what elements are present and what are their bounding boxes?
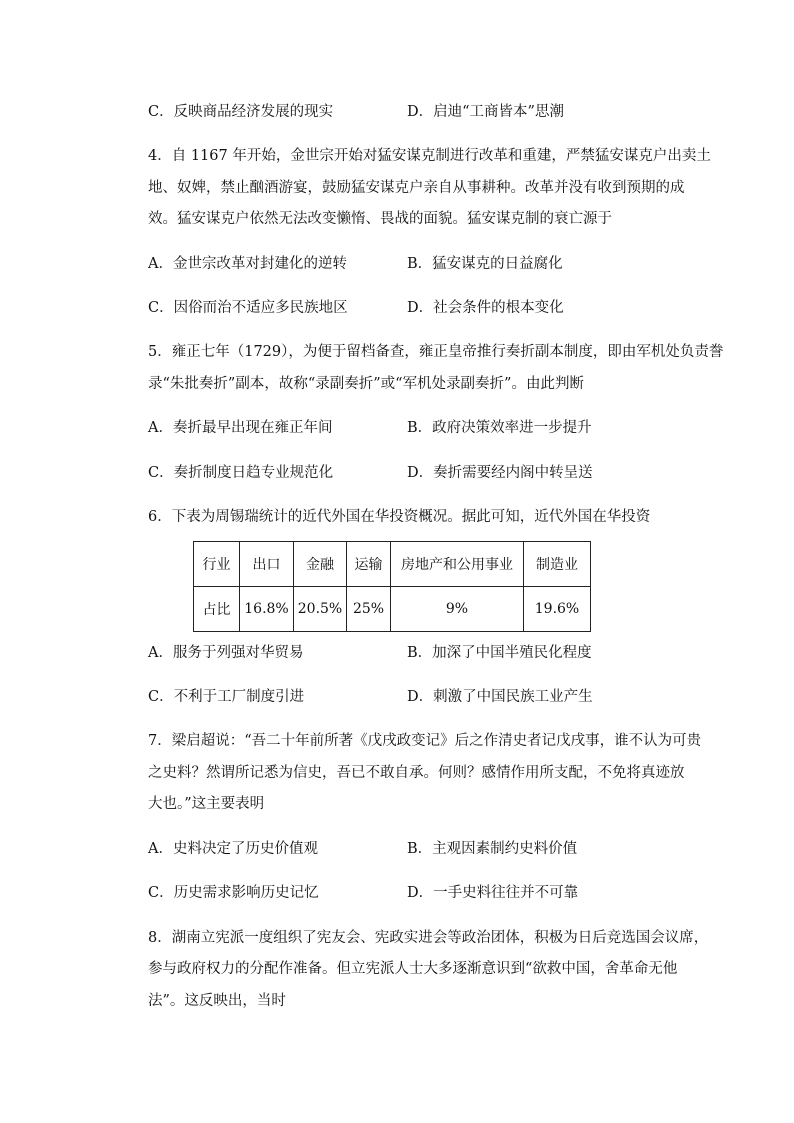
table-header-cell: 出口 (240, 542, 294, 587)
table-header-row (194, 542, 591, 587)
q5-option-b: B．政府决策效率进一步提升 (407, 420, 592, 436)
table-cell: 9% (391, 587, 524, 632)
table-cell: 16.8% (240, 587, 294, 632)
q7-stem-line-3: 大也。”这主要表明 (148, 796, 265, 812)
q7-option-d: D．一手史料往往并不可靠 (407, 885, 579, 901)
q6-option-a: A．服务于列强对华贸易 (148, 645, 304, 661)
q5-stem-line-2: 录“朱批奏折”副本，故称“录副奏折”或“军机处录副奏折”。由此判断 (148, 376, 584, 392)
q3-option-c: C．反映商品经济发展的现实 (148, 104, 334, 120)
q7-option-b: B．主观因素制约史料价值 (407, 841, 578, 857)
q4-option-d: D．社会条件的根本变化 (407, 300, 564, 316)
table-row (194, 587, 591, 632)
table-header-cell: 行业 (194, 542, 240, 587)
table-cell: 占比 (194, 587, 240, 632)
q3-option-d: D．启迪“工商皆本”思潮 (407, 104, 564, 120)
table-header-cell: 制造业 (524, 542, 591, 587)
table-header-cell: 房地产和公用事业 (391, 542, 524, 587)
q7-stem-line-1: 7．梁启超说：“吾二十年前所著《戊戌政变记》后之作清史者记戊戌事，谁不认为可贵 (148, 733, 702, 749)
q6-option-d: D．刺激了中国民族工业产生 (407, 689, 593, 705)
table-cell: 19.6% (524, 587, 591, 632)
q4-stem-line-3: 效。猛安谋克户依然无法改变懒惰、畏战的面貌。猛安谋克制的衰亡源于 (148, 211, 612, 227)
q7-option-a: A．史料决定了历史价值观 (148, 841, 318, 857)
q5-stem-line-1: 5．雍正七年（1729），为便于留档备查，雍正皇帝推行奏折副本制度，即由军机处负责誊 (148, 344, 724, 360)
q6-option-b: B．加深了中国半殖民化程度 (407, 645, 592, 661)
q4-option-c: C．因俗而治不适应多民族地区 (148, 300, 348, 316)
q4-option-a: A．金世宗改革对封建化的逆转 (148, 256, 347, 272)
table-cell: 20.5% (294, 587, 347, 632)
q8-stem-line-1: 8．湖南立宪派一度组织了宪友会、宪政实进会等政治团体，积极为日后竞选国会议席， (148, 930, 709, 946)
q7-stem-line-2: 之史料？然谓所记悉为信史，吾已不敢自承。何则？感情作用所支配，不免将真迹放 (148, 765, 685, 781)
q6-option-c: C．不利于工厂制度引进 (148, 689, 305, 705)
q5-option-c: C．奏折制度日趋专业规范化 (148, 465, 334, 481)
table-header-cell: 金融 (294, 542, 347, 587)
q7-option-c: C．历史需求影响历史记忆 (148, 885, 319, 901)
q4-stem-line-2: 地、奴婢，禁止酗酒游宴，鼓励猛安谋克户亲自从事耕种。改革并没有收到预期的成 (148, 180, 685, 196)
q8-stem-line-2: 参与政府权力的分配作准备。但立宪派人士大多逐渐意识到“欲救中国，舍革命无他 (148, 961, 678, 977)
q4-stem-line-1: 4．自 1167 年开始，金世宗开始对猛安谋克制进行改革和重建，严禁猛安谋克户出卖土 (148, 148, 711, 164)
q4-option-b: B．猛安谋克的日益腐化 (407, 256, 563, 272)
q5-option-a: A．奏折最早出现在雍正年间 (148, 420, 333, 436)
table-header-cell: 运输 (347, 542, 391, 587)
q8-stem-line-3: 法”。这反映出，当时 (148, 993, 286, 1009)
q6-stem: 6．下表为周锡瑞统计的近代外国在华投资概况。据此可知，近代外国在华投资 (148, 509, 651, 525)
investment-table (193, 541, 591, 632)
q5-option-d: D．奏折需要经内阁中转呈送 (407, 465, 593, 481)
table-cell: 25% (347, 587, 391, 632)
